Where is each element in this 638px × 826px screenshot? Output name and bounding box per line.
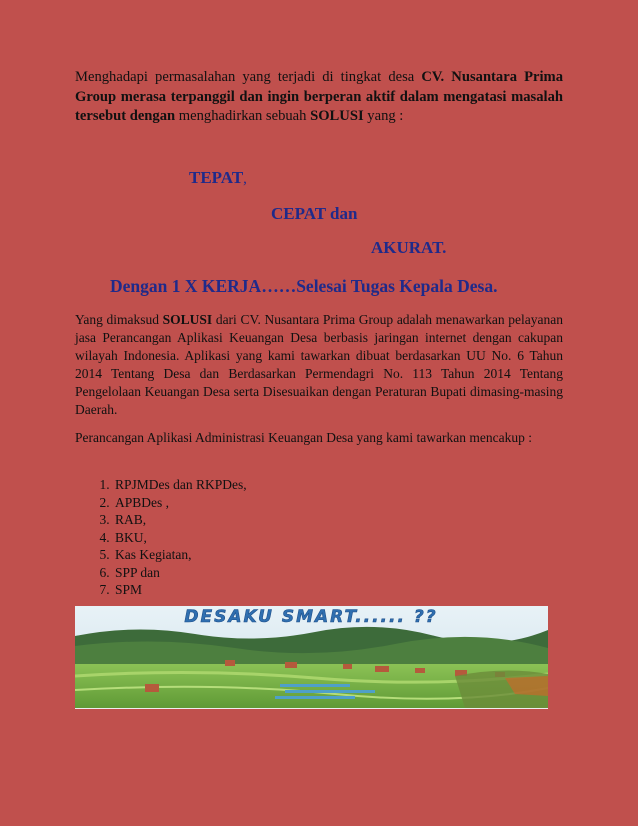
document-page bbox=[75, 68, 563, 627]
intro-bold-solusi: SOLUSI bbox=[310, 108, 364, 124]
scope-paragraph: Perancangan Aplikasi Administrasi Keuangan Desa yang kami tawarkan mencakup : bbox=[75, 430, 532, 445]
solusi-text-1: Yang dimaksud bbox=[75, 312, 163, 327]
motto-heading: Dengan 1 X KERJA……Selesai Tugas Kepala Desa. bbox=[110, 276, 498, 296]
solusi-paragraph bbox=[75, 311, 563, 419]
village-landscape-image bbox=[75, 606, 548, 708]
intro-text-3: yang : bbox=[363, 108, 404, 124]
list-item: 2. APBDes , bbox=[113, 494, 247, 512]
keyword-akurat: AKURAT. bbox=[371, 238, 447, 257]
intro-text-1: Menghadapi permasalahan yang terjadi di tingkat desa bbox=[75, 69, 422, 85]
list-item: 7. SPM bbox=[113, 581, 247, 599]
list-item: 3. RAB, bbox=[113, 511, 247, 529]
list-item: 1. RPJMDes dan RKPDes, bbox=[113, 476, 247, 494]
solusi-bold: SOLUSI bbox=[162, 312, 213, 327]
list-item: 5. Kas Kegiatan, bbox=[113, 546, 247, 564]
intro-text-2: menghadirkan sebuah bbox=[175, 108, 311, 124]
solusi-text-2: dari CV. Nusantara Prima Group adalah menawarkan pelayanan jasa Perancangan Aplikasi Keuangan Desa berbasis jaringan internet dengan cakupan wilayah Indonesia. Aplikasi yang kami tawarkan dibuat berdasarkan UU No. 6 Tahun 2014 Tentang Desa dan Berdasarkan Permendagri No. 113 Tahun 2014 Tentang Pengelolaan Keuangan Desa serta Disesuaikan dengan Peraturan Bupati dimasing-masing Daerah. bbox=[75, 312, 563, 417]
keyword-cepat: CEPAT dan bbox=[271, 204, 358, 223]
feature-list bbox=[75, 476, 247, 599]
intro-paragraph bbox=[75, 68, 563, 127]
keyword-tepat: TEPAT, bbox=[189, 168, 247, 187]
list-item: 4. BKU, bbox=[113, 529, 247, 547]
intro-bold-company: CV. Nusantara Prima Group merasa terpanggil dan ingin berperan aktif dalam mengatasi masalah tersebut dengan bbox=[75, 69, 563, 124]
desaku-smart-banner bbox=[75, 606, 548, 709]
banner-title: DESAKU SMART...... ?? bbox=[184, 607, 438, 627]
list-item: 6. SPP dan bbox=[113, 564, 247, 582]
